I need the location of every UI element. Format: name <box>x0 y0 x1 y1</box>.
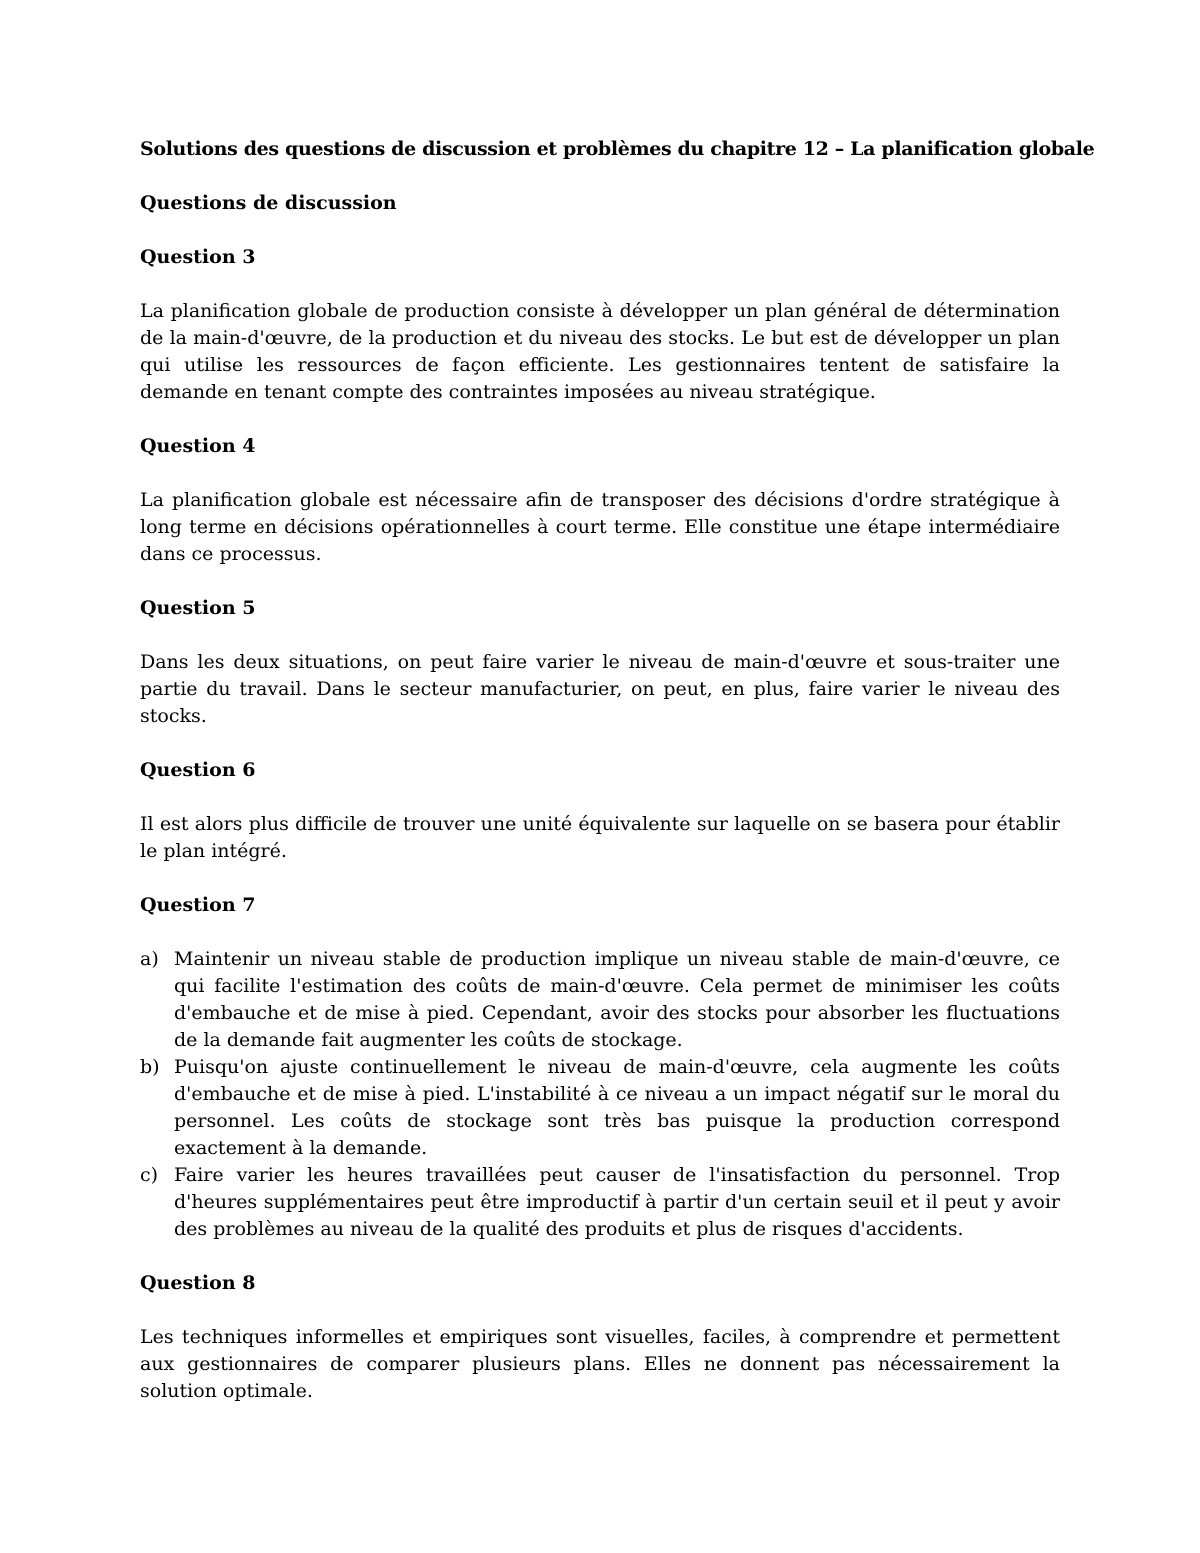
list-marker: c) <box>140 1164 159 1186</box>
question-8-answer: Les techniques informelles et empiriques sont visuelles, faciles, à comprendre et permettent aux gestionnaires de comparer plusieurs plans. Elles ne donnent pas nécessairement la solution optimale. <box>140 1326 1060 1402</box>
list-item-text: Puisqu'on ajuste continuellement le niveau de main-d'œuvre, cela augmente les coûts d'embauche et de mise à pied. L'instabilité à ce niveau a un impact négatif sur le moral du personnel. Les coûts de stockage sont très bas puisque la production correspond exactement à la demande. <box>174 1056 1060 1159</box>
list-item-text: Faire varier les heures travaillées peut causer de l'insatisfaction du personnel. Trop d'heures supplémentaires peut être improductif à partir d'un certain seuil et il peut y avoir des problèmes au niveau de la qualité des produits et plus de risques d'accidents. <box>174 1164 1060 1240</box>
question-5-heading: Question 5 <box>140 597 256 619</box>
document-page <box>140 136 1095 1432</box>
question-4-heading: Question 4 <box>140 435 256 457</box>
question-8-heading: Question 8 <box>140 1272 256 1294</box>
list-item <box>140 1162 1060 1243</box>
question-7-answer-list <box>140 946 1060 1243</box>
question-7-heading: Question 7 <box>140 894 256 916</box>
question-5-answer: Dans les deux situations, on peut faire varier le niveau de main-d'œuvre et sous-traiter une partie du travail. Dans le secteur manufacturier, on peut, en plus, faire varier le niveau des stocks. <box>140 651 1060 727</box>
question-3-answer: La planification globale de production consiste à développer un plan général de détermination de la main-d'œuvre, de la production et du niveau des stocks. Le but est de développer un plan qui utilise les ressources de façon efficiente. Les gestionnaires tentent de satisfaire la demande en tenant compte des contraintes imposées au niveau stratégique. <box>140 300 1060 403</box>
document-title: Solutions des questions de discussion et problèmes du chapitre 12 – La planification globale <box>140 138 1095 160</box>
list-item-text: Maintenir un niveau stable de production implique un niveau stable de main-d'œuvre, ce qui facilite l'estimation des coûts de main-d'œuvre. Cela permet de minimiser les coûts d'embauche et de mise à pied. Cependant, avoir des stocks pour absorber les fluctuations de la demande fait augmenter les coûts de stockage. <box>174 948 1060 1051</box>
list-item <box>140 946 1060 1054</box>
question-3-heading: Question 3 <box>140 246 256 268</box>
question-6-answer: Il est alors plus difficile de trouver une unité équivalente sur laquelle on se basera pour établir le plan intégré. <box>140 813 1060 862</box>
list-item <box>140 1054 1060 1162</box>
question-4-answer: La planification globale est nécessaire afin de transposer des décisions d'ordre stratégique à long terme en décisions opérationnelles à court terme. Elle constitue une étape intermédiaire dans ce processus. <box>140 489 1060 565</box>
question-6-heading: Question 6 <box>140 759 256 781</box>
list-marker: a) <box>140 948 159 970</box>
section-heading: Questions de discussion <box>140 192 397 214</box>
list-marker: b) <box>140 1056 160 1078</box>
